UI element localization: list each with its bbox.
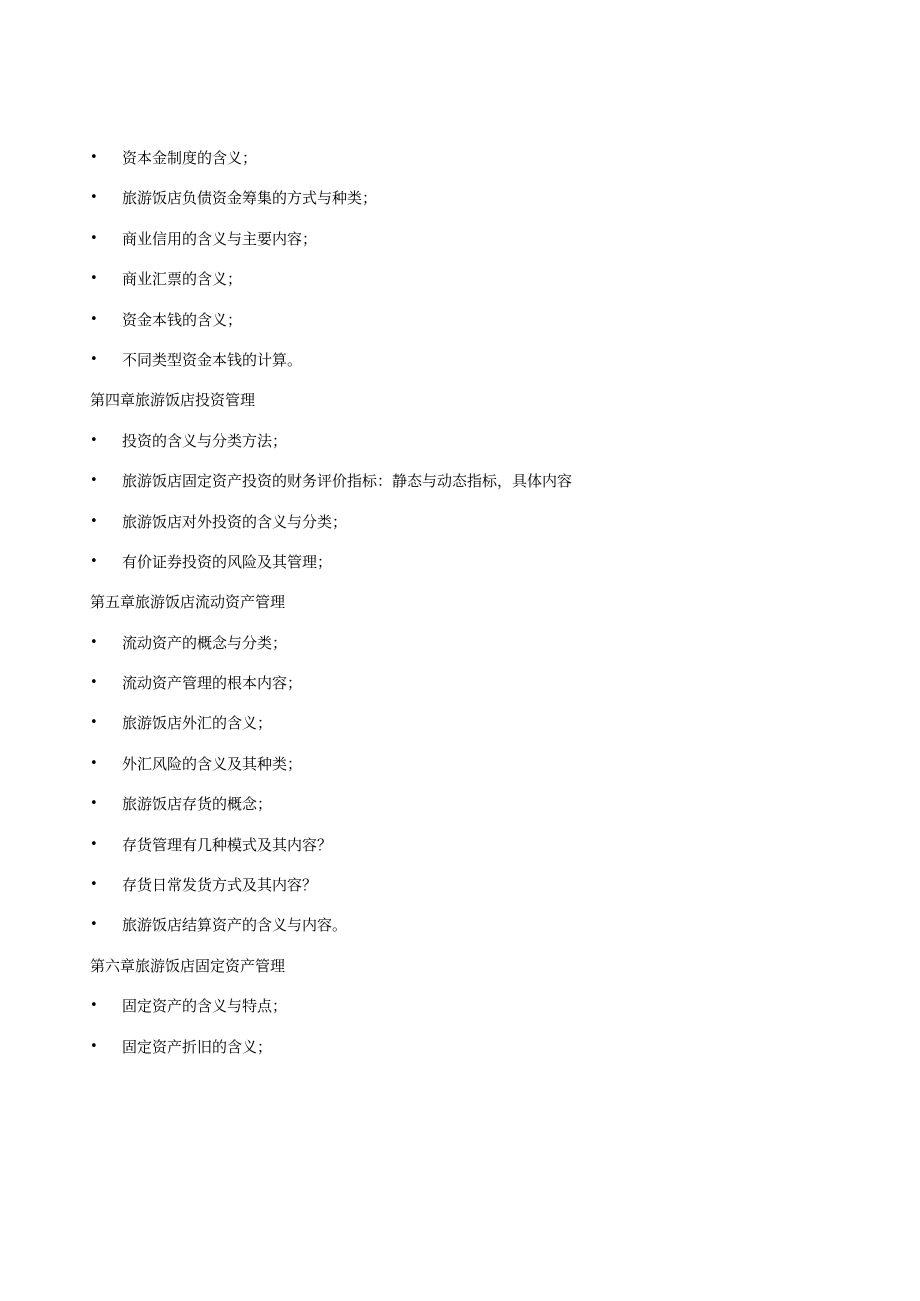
list-item: [0, 461, 920, 501]
list-item-text: 存货管理有几种模式及其内容？: [122, 835, 333, 854]
list-item-text: 旅游饭店存货的概念；: [122, 795, 273, 814]
bullet-marker: •: [90, 715, 98, 731]
bullet-marker: •: [90, 513, 98, 529]
bullet-marker: •: [90, 917, 98, 933]
list-item-text: 资本金制度的含义；: [122, 149, 258, 167]
list-item-text: 流动资产管理的根本内容；: [122, 674, 303, 693]
list-item: [0, 744, 920, 784]
list-item-text: 旅游饭店结算资产的含义与内容。: [122, 916, 348, 935]
list-item: [0, 825, 920, 865]
document-page: [0, 138, 920, 1067]
bullet-marker: •: [90, 432, 98, 448]
bullet-marker: •: [90, 553, 98, 569]
bullet-marker: •: [90, 675, 98, 691]
bullet-marker: •: [90, 150, 98, 165]
list-item: [0, 138, 920, 178]
bullet-marker: •: [90, 351, 98, 367]
bullet-marker: •: [90, 1038, 98, 1054]
bullet-marker: •: [90, 190, 98, 206]
list-item-text: 固定资产的含义与特点；: [122, 997, 288, 1016]
bullet-marker: •: [90, 311, 98, 327]
list-item-text: 旅游饭店对外投资的含义与分类；: [122, 512, 348, 531]
list-item: [0, 259, 920, 299]
list-item: [0, 623, 920, 663]
list-item-text: 商业汇票的含义；: [122, 270, 243, 289]
list-item: [0, 784, 920, 824]
chapter-heading: [0, 946, 920, 986]
list-item-text: 不同类型资金本钱的计算。: [122, 350, 303, 369]
bullet-marker: •: [90, 836, 98, 852]
bullet-marker: •: [90, 230, 98, 246]
bullet-marker: •: [90, 998, 98, 1014]
list-item: [0, 865, 920, 905]
list-item-text: 旅游饭店固定资产投资的财务评价指标：静态与动态指标，具体内容: [122, 472, 573, 491]
list-item-text: 固定资产折旧的含义；: [122, 1037, 273, 1056]
list-item: [0, 703, 920, 743]
list-item: [0, 542, 920, 582]
bullet-marker: •: [90, 473, 98, 489]
list-item-text: 旅游饭店负债资金筹集的方式与种类；: [122, 189, 378, 208]
chapter-heading-text: 第五章旅游饭店流动资产管理: [90, 593, 286, 612]
list-item: [0, 340, 920, 380]
list-item-text: 存货日常发货方式及其内容？: [122, 876, 318, 895]
list-item: [0, 178, 920, 218]
list-item: [0, 421, 920, 461]
bullet-marker: •: [90, 877, 98, 893]
list-item: [0, 986, 920, 1026]
list-item-text: 有价证券投资的风险及其管理；: [122, 552, 333, 571]
list-item: [0, 502, 920, 542]
list-item-text: 旅游饭店外汇的含义；: [122, 714, 273, 733]
chapter-heading: [0, 582, 920, 622]
list-item: [0, 219, 920, 259]
list-item: [0, 663, 920, 703]
list-item: [0, 905, 920, 945]
list-item-text: 投资的含义与分类方法；: [122, 431, 288, 450]
list-item: [0, 300, 920, 340]
chapter-heading-text: 第六章旅游饭店固定资产管理: [90, 956, 286, 975]
list-item-text: 资金本钱的含义；: [122, 310, 243, 329]
list-item-text: 商业信用的含义与主要内容；: [122, 229, 318, 248]
bullet-marker: •: [90, 796, 98, 812]
list-item-text: 外汇风险的含义及其种类；: [122, 754, 303, 773]
bullet-marker: •: [90, 271, 98, 287]
list-item-text: 流动资产的概念与分类；: [122, 633, 288, 652]
chapter-heading-text: 第四章旅游饭店投资管理: [90, 391, 256, 410]
chapter-heading: [0, 380, 920, 420]
bullet-marker: •: [90, 755, 98, 771]
bullet-marker: •: [90, 634, 98, 650]
list-item: [0, 1027, 920, 1067]
